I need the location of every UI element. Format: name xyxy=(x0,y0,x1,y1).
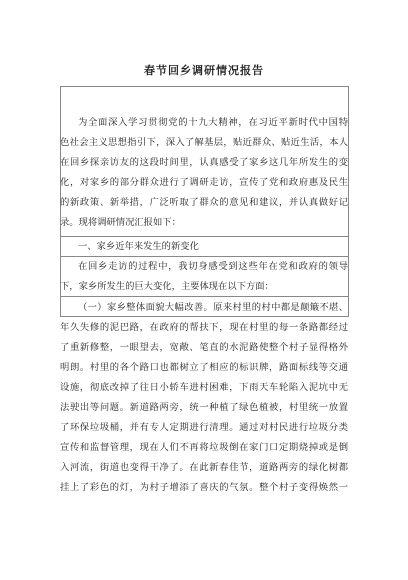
paragraph-line: 的新政策、新举措，广泛听取了群众的意见和建议，并认真做好记 xyxy=(60,197,348,208)
paragraph-line: 了环保垃圾桶，并有专人定期进行清理。通过对村民进行垃圾分类 xyxy=(60,422,348,433)
paragraph-line: 化，对家乡的部分群众进行了调研走访，宣传了党和政府惠及民生 xyxy=(60,177,348,188)
subsection-line: （一）家乡整体面貌大幅改善。原来村里的村中都是颠簸不堪、 xyxy=(78,302,348,313)
section-heading: 一、家乡近年来发生的新变化 xyxy=(78,241,199,252)
paragraph-line: 录。现将调研情况汇报如下： xyxy=(60,217,181,228)
table-frame-right xyxy=(348,86,349,236)
paragraph-line: 法驶出等问题。新道路两旁，统一种植了绿色植被，村里统一放置 xyxy=(60,402,348,413)
paragraph-line: 设施，彻底改掉了往日小轿车进村困难，下雨天车轮陷入泥坑中无 xyxy=(60,382,348,393)
paragraph-line: 在回乡探亲访友的这段时间里，认真感受了家乡这几年所发生的变 xyxy=(60,157,348,168)
table-frame-right-2 xyxy=(348,236,349,316)
paragraph-line: 挂上了彩色的灯，为村子增添了喜庆的气氛。整个村子变得焕然一 xyxy=(60,482,348,493)
paragraph-line: 明朗。村里的各个路口也都树立了相应的标识牌，路面标线等交通 xyxy=(60,362,348,373)
paragraph-line: 在回乡走访的过程中，我切身感受到这些年在党和政府的领导 xyxy=(78,261,348,272)
paragraph-line: 为全面深入学习贯彻党的十九大精神，在习近平新时代中国特 xyxy=(78,117,348,128)
table-frame-top xyxy=(60,86,349,87)
paragraph-line: 入河流，街道也变得干净了。在此新春佳节，道路两旁的绿化树都 xyxy=(60,462,348,473)
paragraph-line: 年久失修的泥巴路，在政府的帮扶下，现在村里的每一条路都经过 xyxy=(60,322,348,333)
paragraph-line: 宣传和监督管理，现在人们不再将垃圾倒在家门口定期烧掉或是倒 xyxy=(60,442,348,453)
document-title: 春节回乡调研情况报告 xyxy=(144,64,264,77)
paragraph-line: 了重新修整，一眼望去，宽敞、笔直的水泥路使整个村子显得格外 xyxy=(60,342,348,353)
paragraph-line: 下，家乡所发生的巨大变化，主要体现在以下方面： xyxy=(60,281,274,292)
paragraph-line: 色社会主义思想指引下，深入了解基层，贴近群众、贴近生活，本人 xyxy=(60,137,348,148)
